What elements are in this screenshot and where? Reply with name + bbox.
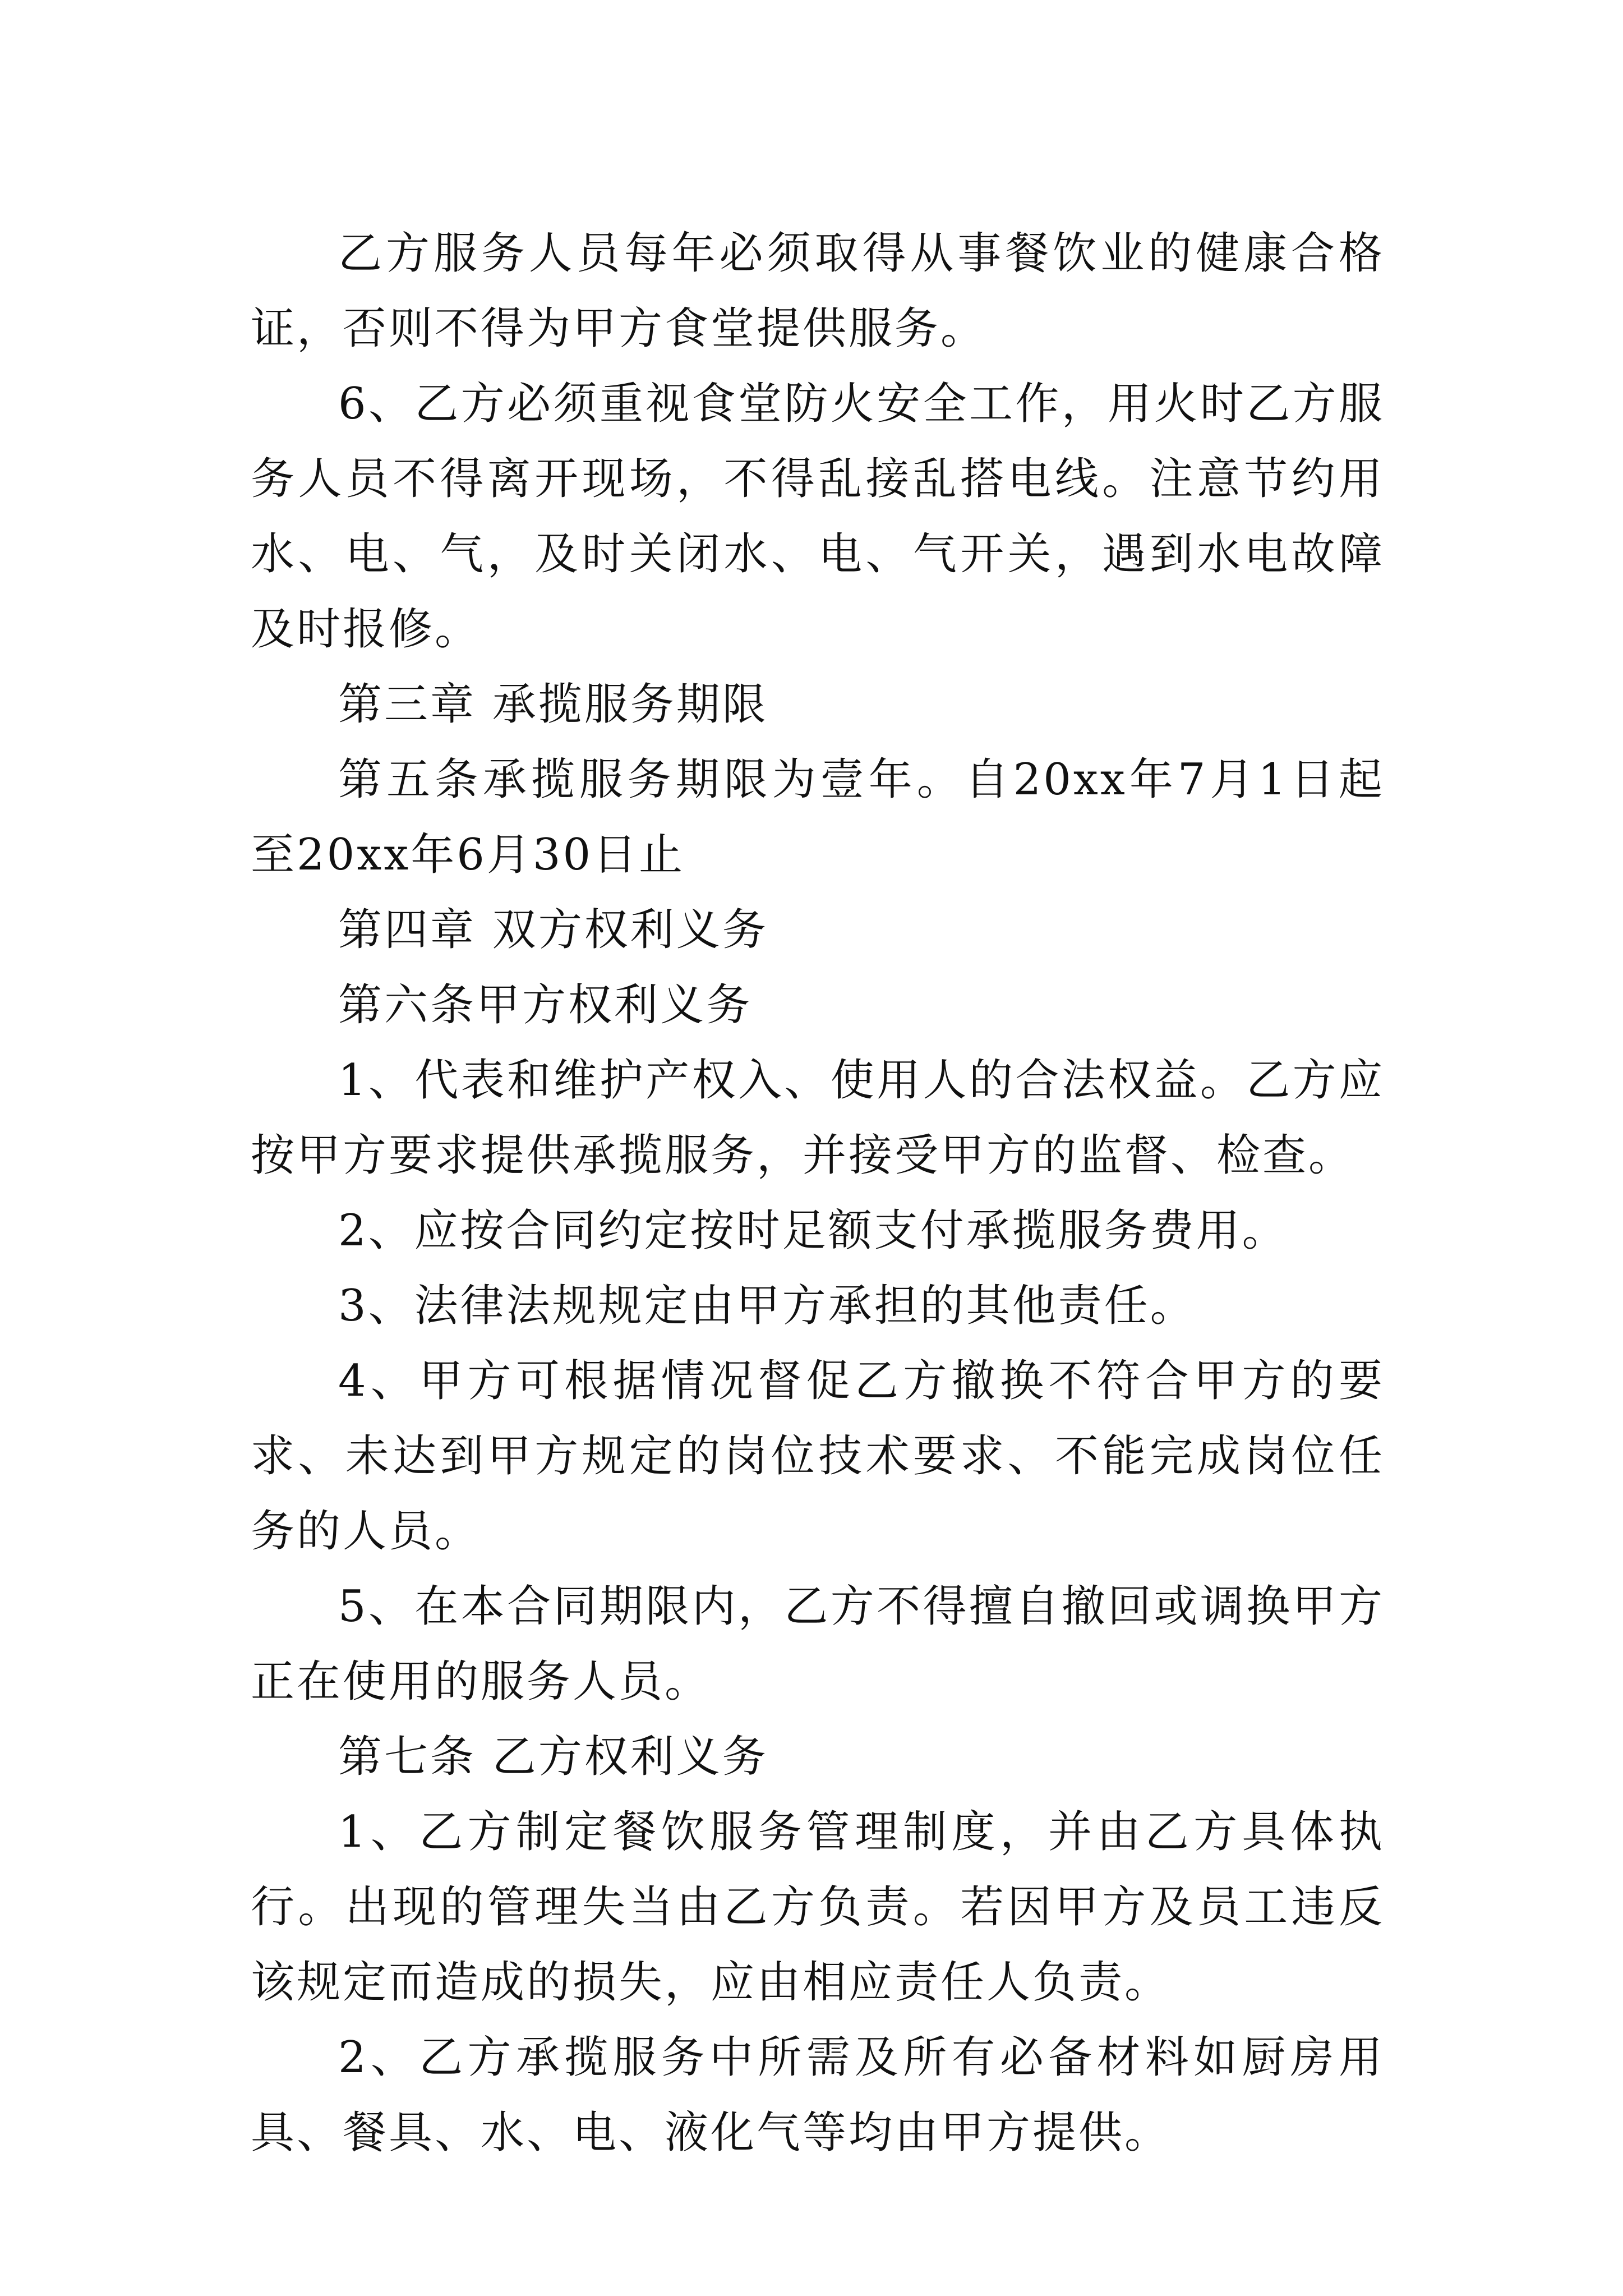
article-7-item-1: 1、乙方制定餐饮服务管理制度，并由乙方具体执行。出现的管理失当由乙方负责。若因甲方及员工违反该规定而造成的损失，应由相应责任人负责。 [251, 1807, 1385, 2008]
article-6-heading: 第六条甲方权利义务 [338, 980, 753, 1030]
paragraph-health-certificate: 乙方服务人员每年必须取得从事餐饮业的健康合格证，否则不得为甲方食堂提供服务。 [251, 228, 1385, 354]
article-6-item-4: 4、甲方可根据情况督促乙方撤换不符合甲方的要求、未达到甲方规定的岗位技术要求、不能完成岗位任务的人员。 [251, 1356, 1385, 1557]
article-6-item-2: 2、应按合同约定按时足额支付承揽服务费用。 [338, 1205, 1288, 1256]
article-7-heading: 第七条 乙方权利义务 [338, 1732, 768, 1782]
article-6-item-1: 1、代表和维护产权入、使用人的合法权益。乙方应按甲方要求提供承揽服务，并接受甲方的监督、检查。 [251, 1055, 1385, 1181]
chapter-heading-4: 第四章 双方权利义务 [338, 905, 768, 955]
chapter-heading-3: 第三章 承揽服务期限 [338, 679, 768, 730]
article-6-item-5: 5、在本合同期限内，乙方不得擅自撤回或调换甲方正在使用的服务人员。 [251, 1581, 1385, 1707]
article-7-item-2: 2、乙方承揽服务中所需及所有必备材料如厨房用具、餐具、水、电、液化气等均由甲方提供。 [251, 2032, 1385, 2158]
paragraph-fire-safety: 6、乙方必须重视食堂防火安全工作，用火时乙方服务人员不得离开现场，不得乱接乱搭电线。注意节约用水、电、气，及时关闭水、电、气开关，遇到水电故障及时报修。 [251, 379, 1385, 655]
document-body [251, 216, 1385, 2170]
article-6-item-3: 3、法律法规规定由甲方承担的其他责任。 [338, 1281, 1196, 1331]
article-5-service-term: 第五条承揽服务期限为壹年。自20xx年7月1日起至20xx年6月30日止 [251, 754, 1385, 880]
